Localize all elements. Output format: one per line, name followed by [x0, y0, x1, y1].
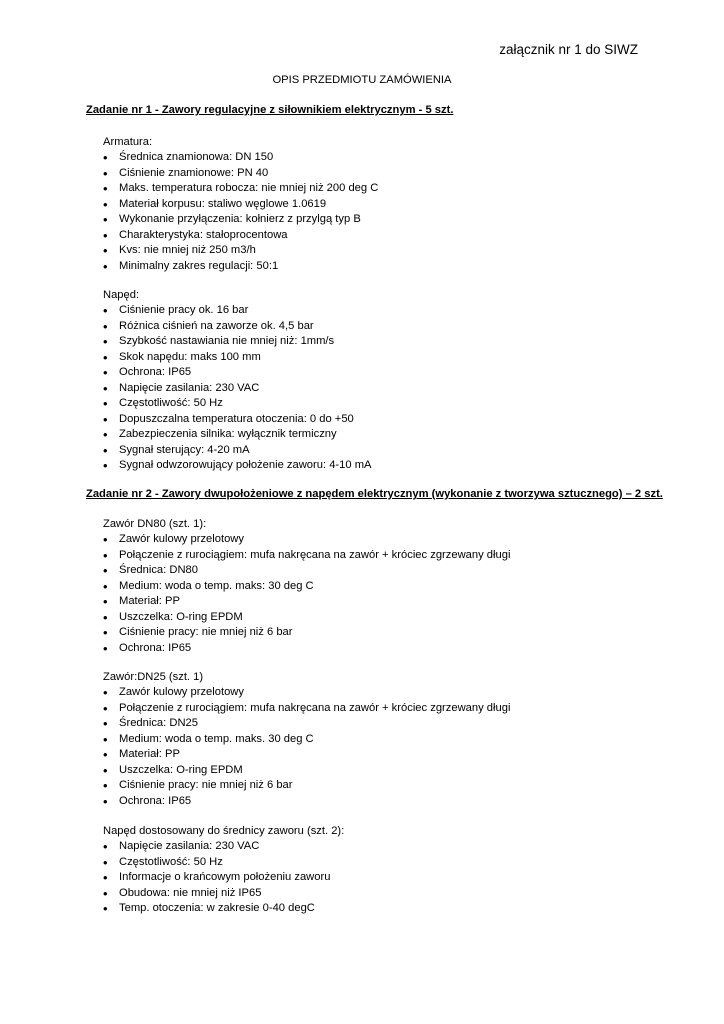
list-item: • Wykonanie przyłączenia: kołnierz z przylgą typ B	[103, 212, 378, 228]
attachment-label: załącznik nr 1 do SIWZ	[499, 42, 638, 57]
list-item: • Uszczelka: O-ring EPDM	[103, 610, 510, 626]
list-item: • Średnica: DN25	[103, 716, 510, 732]
document-title: OPIS PRZEDMIOTU ZAMÓWIENIA	[272, 74, 452, 86]
list-item: • Zawór kulowy przelotowy	[103, 685, 510, 701]
list-item: • Połączenie z rurociągiem: mufa nakręcana na zawór + króciec zgrzewany długi	[103, 701, 510, 717]
list-item: • Napięcie zasilania: 230 VAC	[103, 381, 371, 397]
list-item: • Uszczelka: O-ring EPDM	[103, 763, 510, 779]
list-item: • Średnica: DN80	[103, 563, 510, 579]
dn25-list	[103, 685, 510, 809]
dn80-list	[103, 532, 510, 656]
list-item: • Charakterystyka: stałoprocentowa	[103, 228, 378, 244]
list-item: • Ochrona: IP65	[103, 641, 510, 657]
list-item: • Kvs: nie mniej niż 250 m3/h	[103, 243, 378, 259]
list-item: • Różnica ciśnień na zaworze ok. 4,5 bar	[103, 319, 371, 335]
list-item: • Sygnał sterujący: 4-20 mA	[103, 443, 371, 459]
task2-naped-label: Napęd dostosowany do średnicy zaworu (szt. 2):	[103, 825, 345, 837]
task2-dn80-section	[103, 516, 510, 656]
list-item: • Minimalny zakres regulacji: 50:1	[103, 259, 378, 275]
dn25-label: Zawór:DN25 (szt. 1)	[103, 671, 204, 683]
list-item: • Połączenie z rurociągiem: mufa nakręcana na zawór + króciec zgrzewany długi	[103, 548, 510, 564]
list-item: • Temp. otoczenia: w zakresie 0-40 degC	[103, 901, 344, 917]
list-item: • Ciśnienie pracy: nie mniej niż 6 bar	[103, 625, 510, 641]
list-item: • Szybkość nastawiania nie mniej niż: 1mm/s	[103, 334, 371, 350]
list-item: • Średnica znamionowa: DN 150	[103, 150, 378, 166]
task1-naped-section	[103, 287, 371, 474]
armatura-list	[103, 150, 378, 274]
list-item: • Obudowa: nie mniej niż IP65	[103, 886, 344, 902]
task1-heading: Zadanie nr 1 - Zawory regulacyjne z siłownikiem elektrycznym - 5 szt.	[86, 104, 454, 116]
list-item: • Sygnał odwzorowujący położenie zaworu: 4-10 mA	[103, 458, 371, 474]
list-item: • Ochrona: IP65	[103, 794, 510, 810]
list-item: • Medium: woda o temp. maks: 30 deg C	[103, 579, 510, 595]
task2-naped-list	[103, 839, 344, 917]
list-item: • Zawór kulowy przelotowy	[103, 532, 510, 548]
naped-label: Napęd:	[103, 289, 140, 301]
task2-heading: Zadanie nr 2 - Zawory dwupołożeniowe z napędem elektrycznym (wykonanie z tworzywa sztucznego) – 2 szt.	[86, 488, 663, 500]
dn80-label: Zawór DN80 (szt. 1):	[103, 518, 207, 530]
list-item: • Materiał: PP	[103, 594, 510, 610]
list-item: • Częstotliwość: 50 Hz	[103, 396, 371, 412]
list-item: • Zabezpieczenia silnika: wyłącznik termiczny	[103, 427, 371, 443]
list-item: • Materiał: PP	[103, 747, 510, 763]
list-item: • Częstotliwość: 50 Hz	[103, 855, 344, 871]
list-item: • Maks. temperatura robocza: nie mniej niż 200 deg C	[103, 181, 378, 197]
task2-dn25-section	[103, 669, 510, 809]
list-item: • Ciśnienie pracy ok. 16 bar	[103, 303, 371, 319]
task2-naped-section	[103, 823, 344, 917]
task1-armatura-section	[103, 134, 378, 274]
list-item: • Materiał korpusu: staliwo węglowe 1.0619	[103, 197, 378, 213]
list-item: • Informacje o krańcowym położeniu zaworu	[103, 870, 344, 886]
naped-list	[103, 303, 371, 474]
list-item: • Ciśnienie pracy: nie mniej niż 6 bar	[103, 778, 510, 794]
list-item: • Ochrona: IP65	[103, 365, 371, 381]
list-item: • Ciśnienie znamionowe: PN 40	[103, 166, 378, 182]
list-item: • Skok napędu: maks 100 mm	[103, 350, 371, 366]
list-item: • Dopuszczalna temperatura otoczenia: 0 do +50	[103, 412, 371, 428]
armatura-label: Armatura:	[103, 136, 153, 148]
list-item: • Napięcie zasilania: 230 VAC	[103, 839, 344, 855]
list-item: • Medium: woda o temp. maks. 30 deg C	[103, 732, 510, 748]
